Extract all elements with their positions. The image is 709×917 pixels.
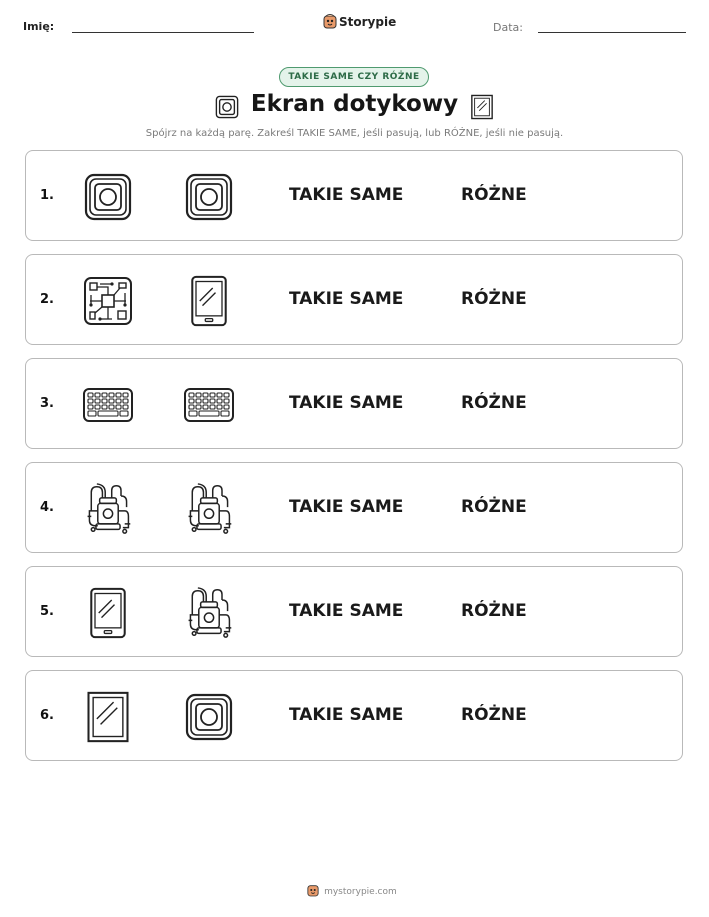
name-label: Imię: [23, 20, 55, 33]
left-image [82, 275, 134, 327]
question-row [25, 462, 683, 553]
touchscreen-square-icon [183, 171, 235, 223]
option-different[interactable]: RÓŻNE [461, 497, 527, 517]
left-image [82, 691, 134, 743]
option-same[interactable]: TAKIE SAME [289, 705, 404, 725]
question-number: 1. [40, 188, 54, 203]
question-number: 4. [40, 500, 54, 515]
worksheet-type-badge: TAKIE SAME CZY RÓŻNE [279, 67, 429, 87]
instructions: Spójrz na każdą parę. Zakreśl TAKIE SAME, jeśli pasują, lub RÓŻNE, jeśli nie pasują. [145, 128, 564, 139]
option-same[interactable]: TAKIE SAME [289, 601, 404, 621]
right-image [183, 691, 235, 743]
glass-panel-icon [470, 94, 494, 120]
right-image [183, 587, 235, 639]
right-image [183, 171, 235, 223]
option-same[interactable]: TAKIE SAME [289, 185, 404, 205]
right-image [183, 483, 235, 535]
footer [307, 879, 397, 898]
pipes-machine-icon [183, 587, 235, 639]
question-number: 3. [40, 396, 54, 411]
page-title-wrap [0, 91, 709, 117]
page-title: Ekran dotykowy [250, 91, 459, 117]
left-image [82, 379, 134, 431]
question-row [25, 566, 683, 657]
option-different[interactable]: RÓŻNE [461, 289, 527, 309]
footer-url[interactable]: mystorypie.com [324, 887, 397, 897]
keyboard-icon [82, 379, 134, 431]
option-different[interactable]: RÓŻNE [461, 705, 527, 725]
right-image [183, 379, 235, 431]
question-row [25, 254, 683, 345]
date-label: Data: [493, 21, 523, 34]
date-line[interactable] [538, 32, 686, 33]
keyboard-icon [183, 379, 235, 431]
question-row [25, 150, 683, 241]
circuit-board-icon [82, 275, 134, 327]
right-image [183, 275, 235, 327]
pipes-machine-icon [183, 483, 235, 535]
brand-logo [323, 13, 337, 33]
storypie-logo-icon [323, 13, 337, 29]
question-row [25, 358, 683, 449]
tablet-icon [183, 275, 235, 327]
question-number: 6. [40, 708, 54, 723]
tablet-icon [82, 587, 134, 639]
title-right-icon [470, 94, 494, 124]
question-number: 5. [40, 604, 54, 619]
brand-name: Storypie [339, 15, 397, 29]
touchscreen-square-icon [82, 171, 134, 223]
storypie-logo-icon [307, 883, 319, 897]
pipes-machine-icon [82, 483, 134, 535]
question-row [25, 670, 683, 761]
option-different[interactable]: RÓŻNE [461, 601, 527, 621]
touchscreen-square-icon [183, 691, 235, 743]
option-different[interactable]: RÓŻNE [461, 185, 527, 205]
question-number: 2. [40, 292, 54, 307]
left-image [82, 171, 134, 223]
option-different[interactable]: RÓŻNE [461, 393, 527, 413]
glass-panel-icon [82, 691, 134, 743]
left-image [82, 587, 134, 639]
option-same[interactable]: TAKIE SAME [289, 289, 404, 309]
name-line[interactable] [72, 32, 254, 33]
option-same[interactable]: TAKIE SAME [289, 497, 404, 517]
option-same[interactable]: TAKIE SAME [289, 393, 404, 413]
left-image [82, 483, 134, 535]
